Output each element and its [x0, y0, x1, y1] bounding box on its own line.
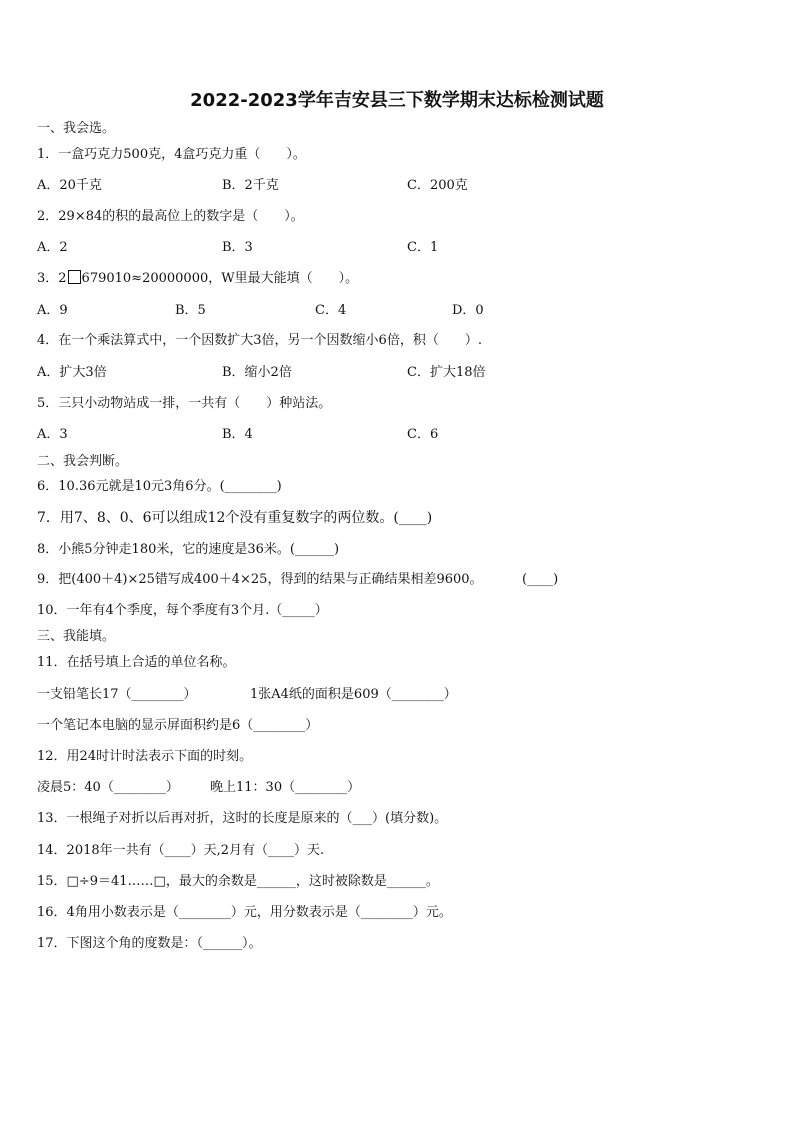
question-4: 4．在一个乘法算式中，一个因数扩大3倍，另一个因数缩小6倍，积（ ）.	[37, 333, 482, 348]
page-title: 2022-2023学年吉安县三下数学期末达标检测试题	[190, 90, 604, 111]
question-7: 7．用7、8、0、6可以组成12个没有重复数字的两位数。(____)	[37, 510, 433, 526]
q2-option-c: C．1	[407, 240, 439, 255]
q4-option-b: B．缩小2倍	[222, 365, 292, 380]
question-1: 1．一盒巧克力500克，4盒巧克力重（ ）。	[37, 147, 306, 162]
question-3	[37, 270, 358, 288]
q2-option-a: A．2	[37, 240, 68, 255]
q3-option-d: D．0	[452, 303, 484, 318]
q3-suffix: 679010≈20000000，W里最大能填（ ）。	[81, 271, 359, 286]
question-17: 17．下图这个角的度数是：（______）。	[37, 936, 262, 951]
q3-option-c: C．4	[315, 303, 347, 318]
question-16: 16．4角用小数表示是（________）元，用分数表示是（________）元。	[37, 905, 452, 920]
q12-early-morning: 凌晨5：40（________）	[37, 780, 179, 795]
q12-night: 晚上11：30（________）	[210, 780, 361, 795]
q4-option-a: A．扩大3倍	[37, 365, 107, 380]
q5-option-a: A．3	[37, 427, 68, 442]
blank-box-icon	[68, 270, 81, 284]
question-13: 13．一根绳子对折以后再对折，这时的长度是原来的（___）(填分数)。	[37, 811, 448, 826]
question-14: 14．2018年一共有（____）天,2月有（____）天.	[37, 843, 325, 858]
q5-option-c: C．6	[407, 427, 439, 442]
q1-option-c: C．200克	[407, 178, 468, 193]
q1-option-b: B．2千克	[222, 178, 279, 193]
question-6: 6．10.36元就是10元3角6分。(________)	[37, 479, 282, 494]
question-8: 8．小熊5分钟走180米，它的速度是36米。(______)	[37, 542, 340, 557]
question-15: 15．□÷9＝41……□，最大的余数是______，这时被除数是______。	[37, 874, 439, 889]
q2-option-b: B．3	[222, 240, 253, 255]
question-11: 11．在括号填上合适的单位名称。	[37, 655, 236, 670]
section-heading-judge: 二、我会判断。	[37, 454, 129, 469]
q11-laptop-screen: 一个笔记本电脑的显示屏面积约是6（________）	[37, 718, 319, 733]
question-2: 2．29×84的积的最高位上的数字是（ ）。	[37, 209, 304, 224]
question-5: 5．三只小动物站成一排，一共有（ ）种站法。	[37, 396, 332, 411]
question-9-blank: (____)	[522, 572, 559, 587]
q11-paper-area: 1张A4纸的面积是609（________）	[250, 687, 457, 702]
q5-option-b: B．4	[222, 427, 253, 442]
q4-option-c: C．扩大18倍	[407, 365, 486, 380]
question-10: 10．一年有4个季度，每个季度有3个月.（_____）	[37, 603, 328, 618]
question-9: 9．把(400＋4)×25错写成400＋4×25，得到的结果与正确结果相差9600。	[37, 572, 483, 587]
q1-option-a: A．20千克	[37, 178, 102, 193]
question-12: 12．用24时计时法表示下面的时刻。	[37, 749, 253, 764]
q11-pencil-length: 一支铅笔长17（________）	[37, 687, 197, 702]
section-heading-fill: 三、我能填。	[37, 629, 116, 644]
q3-option-a: A．9	[37, 303, 68, 318]
q3-option-b: B．5	[175, 303, 206, 318]
q3-prefix: 3．2	[37, 271, 67, 286]
section-heading-choice: 一、我会选。	[37, 121, 116, 136]
